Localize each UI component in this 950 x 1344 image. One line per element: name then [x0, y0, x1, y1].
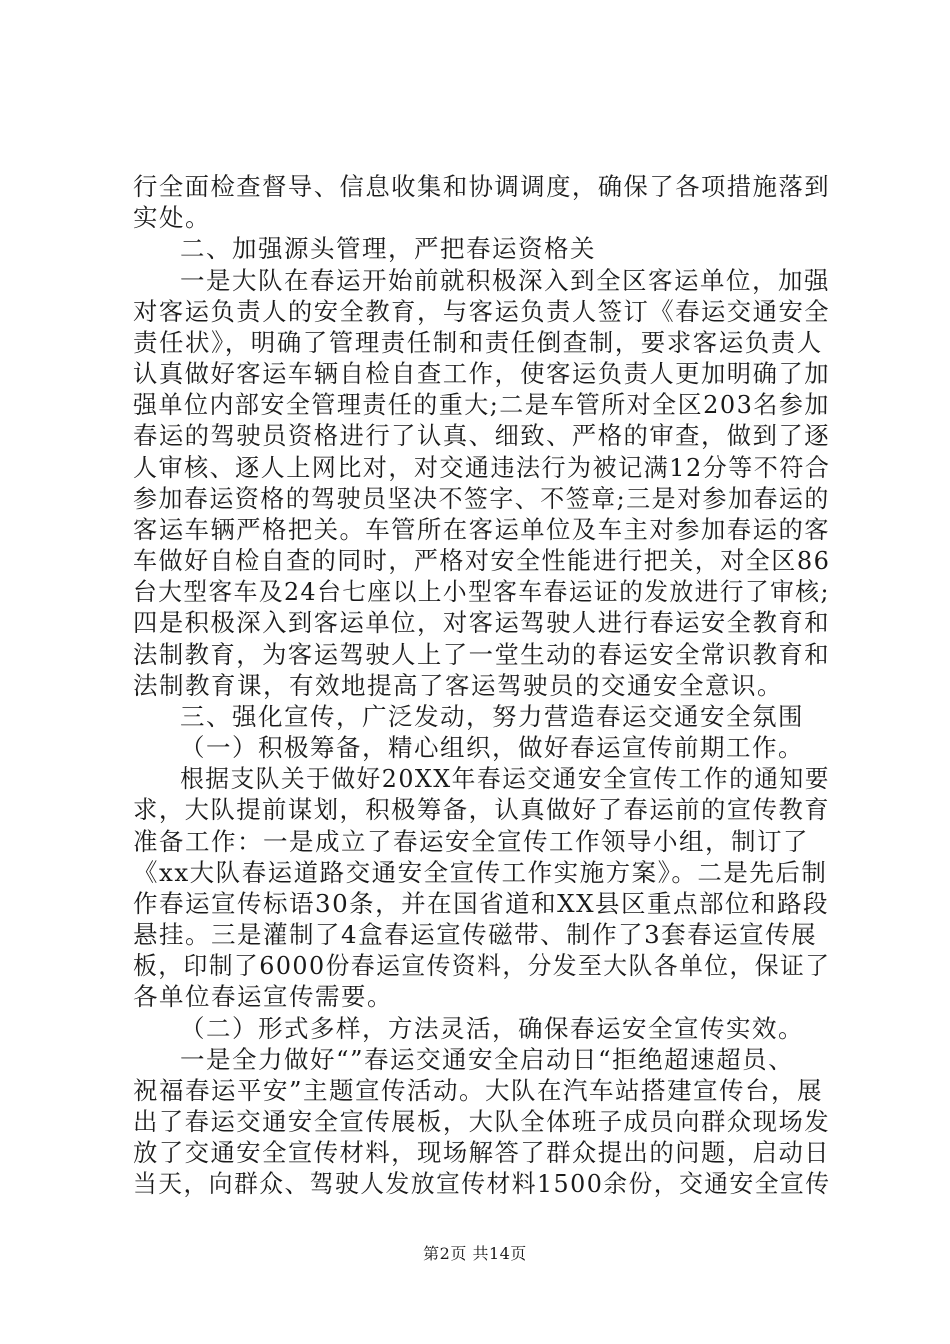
- text-line: 对客运负责人的安全教育，与客运负责人签订《春运交通安全: [133, 297, 831, 326]
- text-line: 根据支队关于做好20XX年春运交通安全宣传工作的通知要: [180, 764, 830, 793]
- text-line: 认真做好客运车辆自检自查工作，使客运负责人更加明确了加: [133, 359, 831, 388]
- text-line: 板，印制了6000份春运宣传资料，分发至大队各单位，保证了: [133, 951, 831, 980]
- text-line: 法制教育，为客运驾驶人上了一堂生动的春运安全常识教育和: [133, 640, 831, 669]
- section-heading: 三、强化宣传，广泛发动，努力营造春运交通安全氛围: [180, 702, 804, 731]
- text-line: 车做好自检自查的同时，严格对安全性能进行把关，对全区86: [133, 546, 831, 575]
- text-line: 参加春运资格的驾驶员坚决不签字、不签章;三是对参加春运的: [133, 484, 830, 513]
- text-line: 人审核、逐人上网比对，对交通违法行为被记满12分等不符合: [133, 453, 831, 482]
- text-line: 一是大队在春运开始前就积极深入到全区客运单位，加强: [180, 266, 830, 295]
- text-line: 求，大队提前谋划，积极筹备，认真做好了春运前的宣传教育: [133, 795, 831, 824]
- subsection-heading: （一）积极筹备，精心组织，做好春运宣传前期工作。: [180, 733, 804, 762]
- text-line: 责任状》，明确了管理责任制和责任倒查制，要求客运负责人: [133, 328, 823, 357]
- text-line: 一是全力做好“”春运交通安全启动日“拒绝超速超员、: [180, 1045, 795, 1074]
- text-line: 放了交通安全宣传材料，现场解答了群众提出的问题，启动日: [133, 1138, 831, 1167]
- text-line: 春运的驾驶员资格进行了认真、细致、严格的审查，做到了逐: [133, 421, 831, 450]
- text-line: 台大型客车及24台七座以上小型客车春运证的发放进行了审核;: [133, 577, 830, 606]
- text-line: 实处。: [133, 203, 211, 232]
- text-line: 出了春运交通安全宣传展板，大队全体班子成员向群众现场发: [133, 1107, 831, 1136]
- section-heading: 二、加强源头管理，严把春运资格关: [180, 234, 596, 263]
- text-line: 客运车辆严格把关。车管所在客运单位及车主对参加春运的客: [133, 515, 831, 544]
- text-line: 强单位内部安全管理责任的重大;二是车管所对全区203名参加: [133, 390, 830, 419]
- subsection-heading: （二）形式多样，方法灵活，确保春运安全宣传实效。: [180, 1014, 804, 1043]
- text-line: 当天，向群众、驾驶人发放宣传材料1500余份，交通安全宣传: [133, 1169, 831, 1198]
- text-line: 准备工作：一是成立了春运安全宣传工作领导小组，制订了: [133, 827, 809, 856]
- page-footer: 第2页 共14页: [423, 1244, 527, 1263]
- text-line: 法制教育课，有效地提高了客运驾驶员的交通安全意识。: [133, 671, 783, 700]
- text-line: 祝福春运平安”主题宣传活动。大队在汽车站搭建宣传台，展: [133, 1076, 824, 1105]
- text-line: 四是积极深入到客运单位，对客运驾驶人进行春运安全教育和: [133, 608, 831, 637]
- text-line: 作春运宣传标语30条，并在国省道和XX县区重点部位和路段: [133, 889, 830, 918]
- text-line: 各单位春运宣传需要。: [133, 982, 393, 1011]
- text-line: 悬挂。三是灌制了4盒春运宣传磁带、制作了3套春运宣传展: [133, 920, 818, 949]
- text-line: 《xx大队春运道路交通安全宣传工作实施方案》。二是先后制: [133, 858, 828, 887]
- text-line: 行全面检查督导、信息收集和协调调度，确保了各项措施落到: [133, 172, 831, 201]
